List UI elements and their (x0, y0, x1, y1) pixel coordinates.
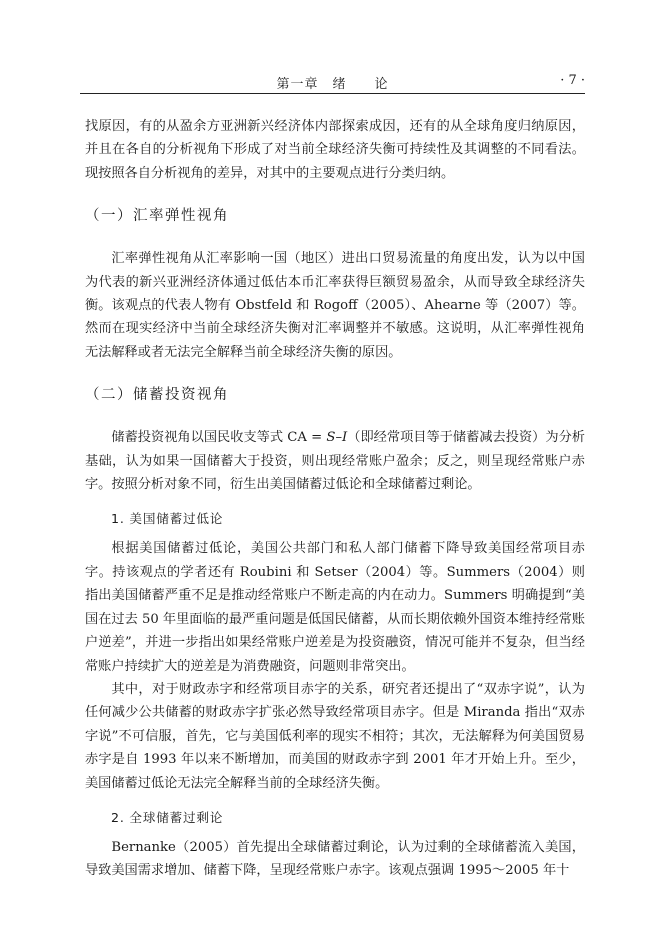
section-heading-exchange-rate: （一）汇率弹性视角 (85, 208, 229, 225)
us-low-savings-paragraph-2: 其中，对于财政赤字和经常项目赤字的关系，研究者还提出了“双赤字说”，认为任何减少公共储蓄的财政赤字扩张必然导致经常项目赤字。但是 Miranda 指出“双赤字说”不可信服，首先，它与美国低利率的现实不相符；其次，无法解释为何美国贸易赤字是自 1993 年以来不断增加，而美国的财政赤字到 2001 年才开始上升。至少，美国储蓄过低论无法完全解释当前的全球经济失衡。 (85, 681, 585, 791)
page-body (85, 115, 585, 883)
savings-investment-paragraph (85, 426, 585, 496)
chapter-title: 第一章 绪 论 (276, 77, 389, 92)
us-low-savings-paragraph-1: 根据美国储蓄过低论，美国公共部门和私人部门储蓄下降导致美国经常项目赤字。持该观点的学者还有 Roubini 和 Setser（2004）等。Summers（2004）则指出美国储蓄严重不足是推动经常账户不断走高的内在动力。Summers 明确提到“美国在过去 50 年里面临的最严重问题是低国民储蓄，从而长期依赖外国资本维持经常账户逆差”，并进一步指出如果经常账户逆差是为投资融资，情况可能并不复杂，但当经常账户持续扩大的逆差是为消费融资，问题则非常突出。 (85, 541, 585, 674)
savings-investment-text-start: 储蓄投资视角以国民收支等式 CA = (111, 430, 327, 446)
global-saving-glut-paragraph: Bernanke（2005）首先提出全球储蓄过剩论，认为过剩的全球储蓄流入美国，导致美国需求增加、储蓄下降，呈现经常账户赤字。该观点强调 1995～2005 年十 (85, 839, 585, 879)
subsection-heading-us-low-savings: 1. 美国储蓄过低论 (111, 511, 224, 527)
page-header (80, 73, 585, 94)
subsection-heading-global-saving-glut: 2. 全球储蓄过剩论 (111, 809, 224, 825)
intro-paragraph: 找原因，有的从盈余方亚洲新兴经济体内部探索成因，还有的从全球角度归纳原因，并且在各自的分析视角下形成了对当前全球经济失衡可持续性及其调整的不同看法。现按照各自分析视角的差异，对其中的主要观点进行分类归纳。 (85, 119, 585, 181)
exchange-rate-paragraph: 汇率弹性视角从汇率影响一国（地区）进出口贸易流量的角度出发，认为以中国为代表的新兴亚洲经济体通过低估本币汇率获得巨额贸易盈余，从而导致全球经济失衡。该观点的代表人物有 Obstfeld 和 Rogoff（2005）、Ahearne 等（2007）等。然而在现实经济中当前全球经济失衡对汇率调整并不敏感。这说明，从汇率弹性视角无法解释或者无法完全解释当前全球经济失衡的原因。 (85, 251, 585, 360)
page-number: · 7 · (560, 73, 585, 88)
section-heading-savings-investment: （二）储蓄投资视角 (85, 387, 229, 404)
formula-savings: S (326, 430, 336, 446)
formula-minus: – (335, 430, 343, 446)
savings-investment-text-end: （即经常项目等于储蓄减去投资）为分析基础，认为如果一国储蓄大于投资，则出现经常账户盈余；反之，则呈现经常账户赤字。按照分析对象不同，衍生出美国储蓄过低论和全球储蓄过剩论。 (85, 430, 585, 493)
formula-investment: I (342, 430, 348, 446)
